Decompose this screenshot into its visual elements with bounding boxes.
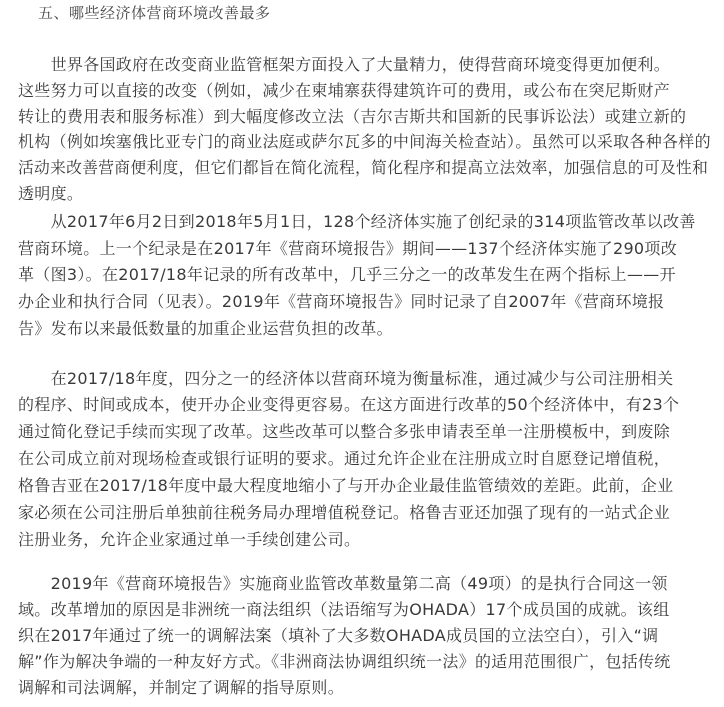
- section-title: 五、哪些经济体营商环境改善最多: [38, 4, 271, 22]
- paragraph-line: 域。改革增加的原因是非洲统一商法组织（法语缩写为OHADA）17个成员国的成就。该组: [18, 600, 670, 619]
- paragraph-line: 革（图3）。在2017/18年记录的所有改革中，几乎三分之一的改革发生在两个指标上——开: [18, 265, 676, 284]
- paragraph-line: 活动来改善营商便利度，但它们都旨在简化流程，简化程序和提高立法效率，加强信息的可及性和: [18, 158, 709, 177]
- paragraph-line: 通过简化登记手续而实现了改革。这些改革可以整合多张申请表至单一注册模板中，到废除: [18, 422, 671, 441]
- paragraph-line: 世界各国政府在改变商业监管框架方面投入了大量精力，使得营商环境变得更加便利。: [18, 55, 671, 74]
- paragraph-line: 办企业和执行合同（见表）。2019年《营商环境报告》同时记录了自2007年《营商环境报: [18, 292, 665, 311]
- paragraph-line: 在公司成立前对现场检查或银行证明的要求。通过允许企业在注册成立时自愿登记增值税，: [18, 449, 671, 468]
- paragraph-line: 2019年《营商环境报告》实施商业监管改革数量第二高（49项）的是执行合同这一领: [18, 574, 668, 593]
- paragraph-line: 的程序、时间或成本，使开办企业变得更容易。在这方面进行改革的50个经济体中，有23个: [18, 395, 680, 414]
- paragraph-line: 从2017年6月2日到2018年5月1日，128个经济体实施了创纪录的314项监管改革以改善: [18, 212, 696, 231]
- paragraph-line: 这些努力可以直接的改变（例如，减少在柬埔寨获得建筑许可的费用，或公布在突尼斯财产: [18, 81, 671, 100]
- paragraph-line: 机构（例如埃塞俄比亚专门的商业法庭或萨尔瓦多的中间海关检查站）。虽然可以采取各种各样的: [18, 132, 711, 151]
- paragraph-line: 营商环境。上一个纪录是在2017年《营商环境报告》期间——137个经济体实施了290项改: [18, 239, 677, 258]
- paragraph-line: 转让的费用表和服务标准）到大幅度修改立法（吉尔吉斯共和国新的民事诉讼法）或建立新的: [18, 107, 687, 126]
- paragraph-line: 在2017/18年度，四分之一的经济体以营商环境为衡量标准，通过减少与公司注册相关: [18, 369, 674, 388]
- paragraph-line: 格鲁吉亚在2017/18年度中最大程度地缩小了与开办企业最佳监管绩效的差距。此前，企业: [18, 476, 674, 495]
- paragraph-line: 告》发布以来最低数量的加重企业运营负担的改革。: [18, 319, 393, 338]
- paragraph-line: 家必须在公司注册后单独前往税务局办理增值税登记。格鲁吉亚还加强了现有的一站式企业: [18, 503, 671, 522]
- paragraph-line: 注册业务，允许企业家通过单一手续创建公司。: [18, 530, 361, 549]
- paragraph-line: 调解和司法调解，并制定了调解的指导原则。: [18, 678, 345, 697]
- paragraph-line: 解”作为解决争端的一种友好方式。《非洲商法协调组织统一法》的适用范围很广，包括传统: [18, 652, 671, 671]
- paragraph-line: 织在2017年通过了统一的调解法案（填补了大多数OHADA成员国的立法空白），引入“调: [18, 626, 659, 645]
- paragraph-line: 透明度。: [18, 184, 84, 203]
